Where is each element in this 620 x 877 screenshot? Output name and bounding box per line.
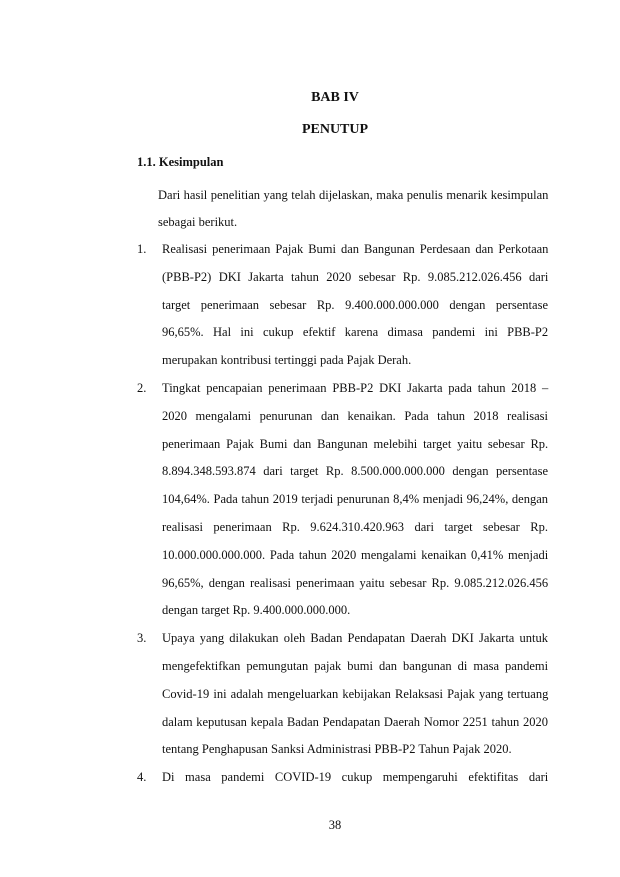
list-number: 2. [137,380,147,395]
intro-paragraph [158,182,548,236]
list-item [137,764,548,792]
text-line: dengan target Rp. 9.400.000.000.000. [162,603,351,618]
text-line: penerimaan Pajak Bumi dan Bangunan melebihi target yaitu sebesar Rp. [162,436,549,451]
text-line: mengefektifkan pemungutan pajak bumi dan bangunan di masa pandemi [162,658,549,673]
text-line: Upaya yang dilakukan oleh Badan Pendapatan Daerah DKI Jakarta untuk [162,631,548,646]
text-line: realisasi penerimaan Rp. 9.624.310.420.963 dari target sebesar Rp. [162,519,548,534]
text-line: 8.894.348.593.874 dari target Rp. 8.500.000.000.000 dengan persentase [162,464,548,479]
text-line: 104,64%. Pada tahun 2019 terjadi penurunan 8,4% menjadi 96,24%, dengan [162,492,548,507]
chapter-heading: BAB IV [311,90,359,105]
list-number: 1. [137,242,147,256]
text-line: (PBB-P2) DKI Jakarta tahun 2020 sebesar Rp. 9.085.212.026.456 dari [162,269,549,284]
list-item [137,236,548,375]
text-line: 2020 mengalami penurunan dan kenaikan. Pada tahun 2018 realisasi [162,408,548,423]
text-line: Tingkat pencapaian penerimaan PBB-P2 DKI Jakarta pada tahun 2018 – [162,380,549,395]
text-line: 96,65%, dengan realisasi penerimaan yaitu sebesar Rp. 9.085.212.026.456 [162,575,549,590]
section-title: 1.1. Kesimpulan [137,155,224,169]
list-number: 4. [137,770,147,785]
chapter-title: PENUTUP [301,122,369,137]
list-item [137,375,548,625]
text-line: dalam keputusan kepala Badan Pendapatan Daerah Nomor 2251 tahun 2020 [162,714,548,729]
page-number: 38 [328,818,342,832]
text-line: Realisasi penerimaan Pajak Bumi dan Bangunan Perdesaan dan Perkotaan [162,242,549,256]
text-line: 10.000.000.000.000. Pada tahun 2020 mengalami kenaikan 0,41% menjadi [162,547,549,562]
list-item [137,625,548,764]
text-line: merupakan kontribusi tertinggi pada Pajak Derah. [162,353,412,368]
intro-line: Dari hasil penelitian yang telah dijelaskan, maka penulis menarik kesimpulan [158,188,549,202]
text-line: 96,65%. Hal ini cukup efektif karena dimasa pandemi ini PBB-P2 [162,325,549,340]
text-line: Di masa pandemi COVID-19 cukup mempengaruhi efektifitas dari [162,770,549,785]
list-number: 3. [137,631,147,646]
text-line: target penerimaan sebesar Rp. 9.400.000.000.000 dengan persentase [162,297,548,312]
conclusion-list [137,236,548,792]
text-line: Covid-19 ini adalah mengeluarkan kebijakan Relaksasi Pajak yang tertuang [162,686,549,701]
text-line: tentang Penghapusan Sanksi Administrasi PBB-P2 Tahun Pajak 2020. [162,742,512,757]
intro-line: sebagai berikut. [158,215,238,229]
